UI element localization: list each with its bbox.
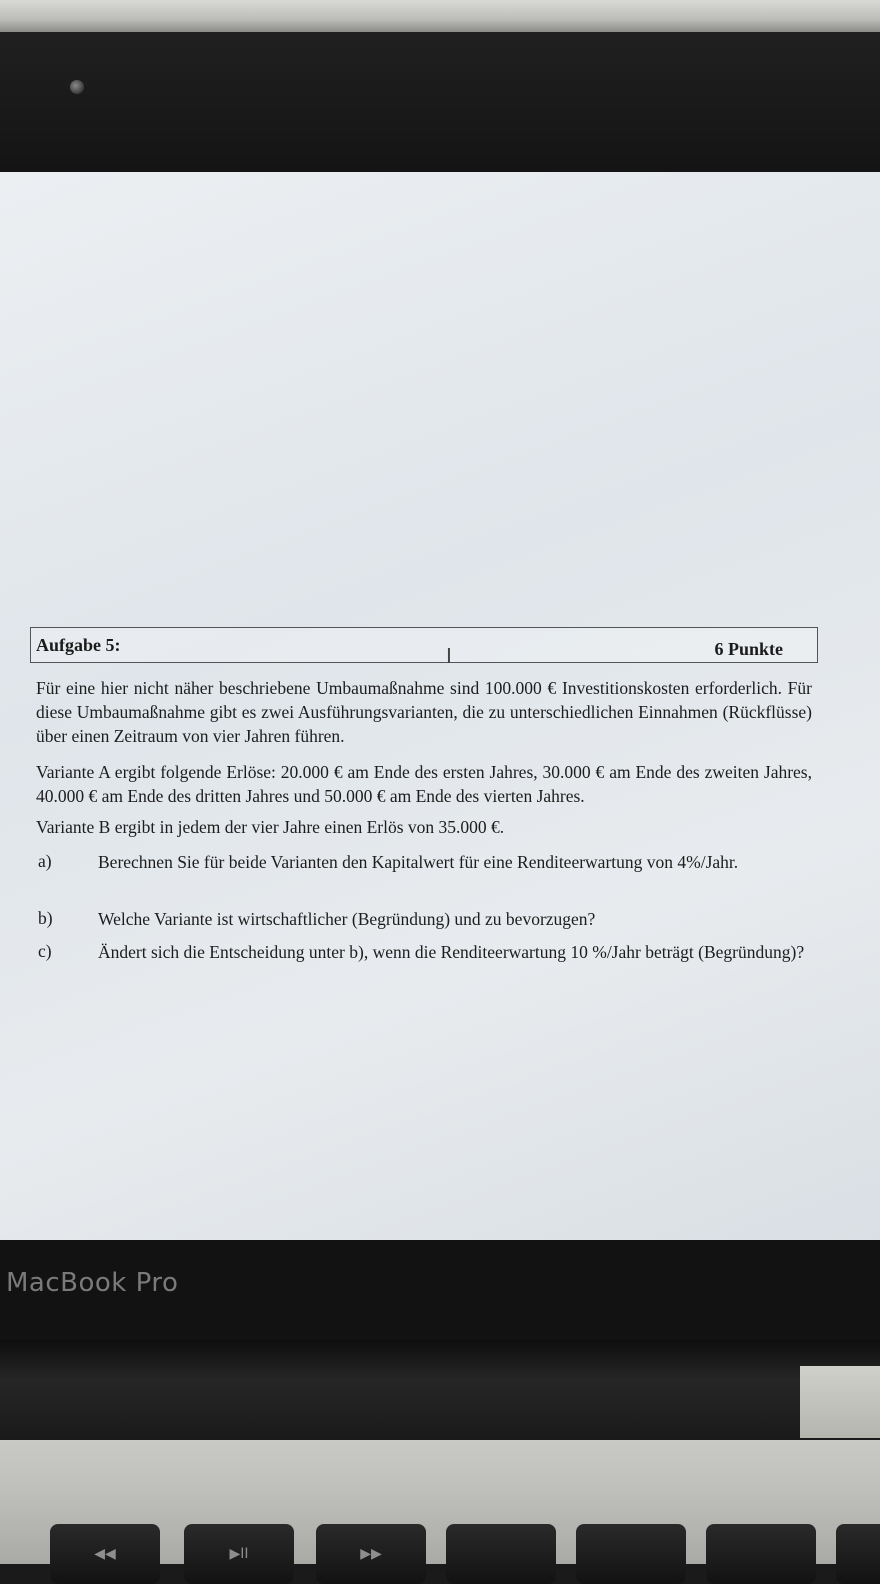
rewind-icon: ◀◀ xyxy=(94,1546,116,1562)
volume-down-key[interactable] xyxy=(576,1524,686,1584)
item-text-b: Welche Variante ist wirtschaftlicher (Begründung) und zu bevorzugen? xyxy=(98,909,596,929)
power-key[interactable] xyxy=(836,1524,880,1584)
item-text-a: Berechnen Sie für beide Varianten den Kapitalwert für eine Renditeerwartung von 4%/Jahr. xyxy=(98,852,739,872)
desk-surface xyxy=(0,0,880,32)
item-letter-c: c) xyxy=(38,941,52,961)
text-cursor-icon: I xyxy=(446,644,452,668)
volume-up-key[interactable] xyxy=(706,1524,816,1584)
task-variant-b: Variante B ergibt in jedem der vier Jahre einen Erlös von 35.000 €. xyxy=(36,817,505,837)
play-pause-key[interactable] xyxy=(184,1524,294,1584)
brand-label: MacBook Pro xyxy=(6,1268,179,1298)
fast-forward-icon: ▶▶ xyxy=(360,1546,382,1562)
mute-key[interactable] xyxy=(446,1524,556,1584)
item-letter-a: a) xyxy=(38,851,52,871)
task-intro: Für eine hier nicht näher beschriebene Umbaumaßnahme sind 100.000 € Investitionskosten erforderlich. Für diese Umbaumaßnahme gibt es zwei Ausführungsvarianten, die zu unterschiedlichen Einnahmen (Rückflüsse) über einen Zeitraum von vier Jahren führen. xyxy=(36,678,812,746)
task-title: Aufgabe 5: xyxy=(36,635,121,655)
item-letter-b: b) xyxy=(38,908,53,928)
item-text-c: Ändert sich die Entscheidung unter b), wenn die Renditeerwartung 10 %/Jahr beträgt (Begründung)? xyxy=(98,942,805,962)
fast-forward-key[interactable] xyxy=(316,1524,426,1584)
laptop-hinge xyxy=(0,1340,880,1440)
play-pause-icon: ▶II xyxy=(229,1546,249,1562)
screen-bezel-top xyxy=(0,32,880,172)
camera-icon xyxy=(70,80,84,94)
task-variant-a: Variante A ergibt folgende Erlöse: 20.000 € am Ende des ersten Jahres, 30.000 € am Ende des zweiten Jahres, 40.000 € am Ende des dritten Jahres und 50.000 € am Ende des vierten Jahres. xyxy=(36,762,812,806)
laptop-edge xyxy=(800,1366,880,1438)
task-points: 6 Punkte xyxy=(714,639,783,659)
task-header-box xyxy=(30,627,818,663)
rewind-key[interactable] xyxy=(50,1524,160,1584)
